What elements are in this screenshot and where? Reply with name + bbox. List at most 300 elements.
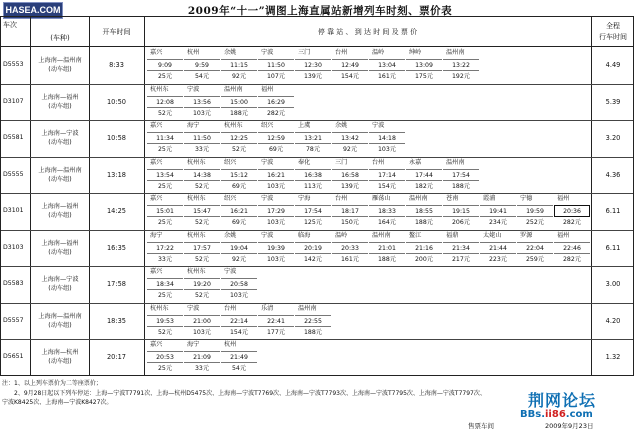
logo-text: 荆网论坛: [528, 391, 597, 410]
stop-station: 宁海: [298, 195, 311, 202]
stop-cell: [147, 339, 183, 375]
route: [31, 166, 89, 184]
stop-price: 113元: [304, 182, 322, 190]
stop-cell: [332, 120, 368, 156]
stop-time: 20:36: [554, 205, 590, 217]
stop-price: 33元: [194, 365, 210, 372]
stop-cell: [221, 157, 257, 193]
stop-time: 17:54: [295, 205, 331, 217]
stop-station: 温州南: [372, 231, 391, 239]
stop-price: 54元: [194, 73, 210, 80]
stop-price: 103元: [267, 255, 285, 263]
header-departure: 开车时间: [102, 28, 131, 36]
note-line: 注：1、以上列车票价为二等座票价；: [2, 380, 102, 387]
table-row: [1, 193, 633, 231]
footer-date: 2009年9月23日: [545, 422, 594, 430]
stop-station: 临海: [298, 231, 311, 239]
stop-price: 103元: [378, 146, 396, 153]
route-line: (动车组): [48, 358, 72, 366]
stop-cell: [295, 303, 331, 339]
stop-station: 杭州东: [187, 195, 206, 202]
stop-station: 福鼎: [446, 231, 459, 239]
stop-price: 282元: [563, 255, 581, 263]
stop-station: 嘉兴: [150, 122, 163, 129]
stop-cell: [406, 193, 442, 229]
stop-time: 16:38: [295, 169, 331, 181]
stop-station: 宁波: [261, 195, 274, 202]
route-line: 上海南—宁波: [41, 276, 79, 284]
stop-time: 15:12: [221, 169, 257, 181]
table-row: [1, 303, 633, 341]
route-line: 上海南—福州: [41, 239, 79, 247]
stop-station: 余姚: [224, 49, 237, 56]
train-number: D3101: [3, 207, 24, 215]
stop-cell: [332, 157, 368, 193]
stop-time: 20:58: [221, 278, 257, 290]
stop-price: 150元: [341, 219, 359, 226]
stop-price: 161元: [341, 255, 359, 263]
route-line: (动车组): [48, 321, 72, 329]
stop-price: 282元: [563, 219, 581, 226]
train-number: D5651: [3, 353, 24, 361]
stop-cell: [295, 157, 331, 193]
route-line: (动车组): [48, 102, 72, 110]
stop-time: 13:22: [443, 59, 479, 71]
stop-price: 92元: [231, 255, 247, 263]
stop-station: 杭州: [224, 341, 237, 348]
stop-time: 21:09: [184, 351, 220, 363]
stop-time: 11:50: [184, 132, 220, 144]
stop-price: 103元: [193, 109, 211, 117]
stop-station: 绍兴: [261, 122, 274, 129]
stop-station: 霞浦: [483, 195, 496, 202]
stop-price: 25元: [157, 292, 173, 299]
stop-price: 223元: [489, 255, 507, 263]
stop-time: 17:57: [184, 242, 220, 254]
stop-station: 宁波: [224, 268, 237, 275]
route: [31, 348, 89, 366]
stop-cell: [184, 303, 220, 339]
stop-time: 21:49: [221, 351, 257, 363]
stop-station: 台州: [224, 304, 237, 312]
stop-price: 192元: [452, 73, 470, 80]
stop-time: 22:14: [221, 315, 257, 327]
stop-station: 太姥山: [483, 231, 502, 239]
stop-time: 17:29: [258, 205, 294, 217]
stop-cell: [295, 47, 331, 83]
stop-time: 17:44: [406, 169, 442, 181]
stop-cell: [221, 266, 257, 302]
stop-price: 125元: [304, 219, 322, 226]
table-row: [1, 157, 633, 195]
stop-price: 188元: [304, 328, 322, 336]
stop-station: 余姚: [335, 122, 348, 129]
route-line: (动车组): [48, 66, 72, 74]
stop-price: 154元: [230, 328, 248, 336]
stop-time: 22:04: [517, 242, 553, 254]
train-number: D5553: [3, 61, 24, 69]
stop-station: 杭州东: [150, 85, 169, 93]
stop-time: 22:55: [295, 315, 331, 327]
stop-station: 杭州东: [187, 268, 206, 275]
stop-station: 永嘉: [409, 158, 422, 166]
stop-time: 12:30: [295, 59, 331, 71]
train-number: D5581: [3, 134, 24, 142]
stop-station: 温州南: [224, 85, 243, 93]
stop-price: 103元: [193, 328, 211, 336]
total-duration: 1.32: [605, 353, 621, 362]
stop-price: 103元: [267, 182, 285, 190]
stop-price: 154元: [378, 182, 396, 190]
stop-station: 温州南: [446, 158, 465, 166]
stop-cell: [147, 230, 183, 266]
stop-price: 33元: [194, 146, 210, 153]
stop-time: 17:22: [147, 242, 183, 254]
table-row: [1, 120, 633, 158]
stop-station: 温州南: [409, 195, 428, 202]
route-line: (动车组): [48, 285, 72, 293]
stop-time: 18:34: [147, 278, 183, 290]
stop-cell: [258, 120, 294, 156]
stop-station: 台州: [335, 49, 348, 56]
stop-price: 154元: [341, 73, 359, 80]
stop-cell: [184, 193, 220, 229]
route-line: 上海南—福州: [41, 203, 79, 211]
stop-cell: [480, 193, 516, 229]
stop-cell: [258, 84, 294, 120]
stop-price: 25元: [157, 182, 173, 190]
route: [31, 129, 89, 147]
stop-station: 杭州东: [187, 231, 206, 239]
header-duration: 行车时间: [599, 33, 627, 41]
route-line: 上海南—温州南: [38, 312, 82, 320]
stop-price: 282元: [267, 109, 285, 117]
stop-price: 103元: [267, 219, 285, 226]
stop-price: 69元: [231, 219, 247, 226]
stop-time: 19:41: [480, 205, 516, 217]
stop-time: 13:42: [332, 132, 368, 144]
watermark-logo: HASEA.COM: [3, 2, 63, 19]
stop-time: 16:21: [258, 169, 294, 181]
stop-price: 103元: [230, 292, 248, 299]
stop-time: 13:54: [147, 169, 183, 181]
table-row: [1, 47, 633, 85]
stop-cell: [147, 303, 183, 339]
departure-time: 17:58: [106, 280, 126, 289]
stop-time: 16:58: [332, 169, 368, 181]
stop-station: 绍兴: [224, 158, 237, 166]
stop-time: 21:44: [480, 242, 516, 254]
stop-cell: [184, 230, 220, 266]
stop-station: 嘉兴: [150, 341, 163, 348]
stop-price: 175元: [415, 73, 433, 80]
stop-time: 15:00: [221, 96, 257, 108]
stop-cell: [184, 157, 220, 193]
document-title: 2009年“十一”调图上海直属站新增列车时刻、票价表: [187, 5, 453, 17]
stop-time: 13:09: [406, 59, 442, 71]
stop-cell: [332, 230, 368, 266]
stop-price: 92元: [231, 73, 247, 80]
total-duration: 4.20: [605, 316, 621, 325]
stop-station: 三门: [335, 158, 348, 166]
note-line: 宁波K8425次、上海南—宁波K8427次。: [2, 399, 113, 406]
stop-time: 19:59: [517, 205, 553, 217]
stop-station: 鳌江: [409, 231, 422, 239]
departure-time: 10:58: [106, 134, 126, 143]
stop-price: 139元: [341, 182, 359, 190]
stop-time: 18:17: [332, 205, 368, 217]
header-distance: 全程: [606, 22, 620, 30]
stop-cell: [369, 47, 405, 83]
train-number: D5583: [3, 280, 24, 288]
stop-station: 三门: [298, 49, 311, 56]
total-duration: 5.39: [605, 97, 621, 106]
stop-cell: [295, 230, 331, 266]
stop-price: 142元: [304, 255, 322, 263]
stop-price: 182元: [415, 182, 433, 190]
stop-station: 上虞: [298, 122, 311, 129]
stop-cell: [295, 120, 331, 156]
stop-cell: [258, 303, 294, 339]
stop-cell: [184, 47, 220, 83]
total-duration: 3.20: [605, 134, 621, 143]
route-line: (动车组): [48, 139, 72, 147]
stop-cell: [554, 230, 590, 266]
stop-time: 12:59: [258, 132, 294, 144]
route-line: 上海南—宁波: [41, 130, 79, 138]
stop-cell: [221, 84, 257, 120]
stop-cell: [332, 47, 368, 83]
stop-station: 宁波: [261, 49, 274, 56]
stop-time: 15:01: [147, 205, 183, 217]
table-row: [1, 266, 633, 304]
stop-station: 杭州东: [224, 122, 243, 129]
stop-cell: [258, 157, 294, 193]
stop-time: 14:18: [369, 132, 405, 144]
route-line: 上海南—温州南: [38, 166, 82, 174]
stop-time: 20:33: [332, 242, 368, 254]
stop-station: 余姚: [224, 231, 237, 239]
stop-cell: [184, 84, 220, 120]
stop-price: 92元: [342, 146, 358, 153]
train-number: D5557: [3, 316, 24, 324]
stop-station: 温岭: [335, 231, 348, 239]
stop-time: 13:21: [295, 132, 331, 144]
stop-cell: [517, 193, 553, 229]
total-duration: 4.36: [605, 170, 621, 179]
stop-time: 13:56: [184, 96, 220, 108]
stop-time: 13:04: [369, 59, 405, 71]
departure-time: 10:50: [106, 97, 126, 106]
stop-time: 9:59: [184, 59, 220, 71]
stop-price: 234元: [489, 219, 507, 226]
stop-station: 宁波: [261, 158, 274, 166]
stop-price: 52元: [194, 292, 210, 299]
stop-time: 22:41: [258, 315, 294, 327]
total-duration: 3.00: [605, 280, 621, 289]
stop-time: 11:50: [258, 59, 294, 71]
stop-cell: [369, 193, 405, 229]
stop-station: 奉化: [298, 158, 311, 166]
stop-station: 海宁: [187, 122, 200, 129]
stop-station: 福州: [557, 195, 570, 202]
stop-time: 16:21: [221, 205, 257, 217]
stop-price: 78元: [305, 146, 321, 153]
stop-station: 宁德: [520, 195, 533, 202]
stop-price: 188元: [452, 182, 470, 190]
stop-cell: [221, 47, 257, 83]
stop-price: 252元: [526, 219, 544, 226]
route: [31, 93, 89, 111]
stop-station: 宁波: [187, 85, 200, 93]
stop-time: 12:49: [332, 59, 368, 71]
stop-time: 21:16: [406, 242, 442, 254]
stop-price: 188元: [415, 219, 433, 226]
stop-station: 嘉兴: [150, 158, 163, 166]
stop-cell: [443, 47, 479, 83]
stop-station: 福州: [261, 85, 274, 93]
stop-cell: [332, 193, 368, 229]
stop-time: 20:19: [295, 242, 331, 254]
stop-cell: [184, 339, 220, 375]
stop-station: 福州: [557, 231, 570, 239]
train-number: D3107: [3, 97, 24, 105]
departure-time: 13:18: [106, 170, 126, 179]
stop-cell: [406, 47, 442, 83]
stop-cell: [443, 157, 479, 193]
route-line: 上海南—福州: [41, 93, 79, 101]
stop-price: 161元: [378, 73, 396, 80]
stop-price: 259元: [526, 255, 544, 263]
stop-price: 107元: [267, 73, 285, 80]
table-row: [1, 230, 633, 268]
departure-time: 18:35: [106, 316, 126, 325]
stop-cell: [258, 193, 294, 229]
site-logo: [510, 388, 634, 424]
stop-cell: [369, 120, 405, 156]
stop-price: 52元: [231, 146, 247, 153]
stop-station: 温岭: [372, 49, 385, 56]
stop-time: 19:15: [443, 205, 479, 217]
stop-price: 25元: [157, 365, 173, 372]
stop-station: 宁波: [261, 231, 274, 239]
stop-cell: [406, 230, 442, 266]
timetable: [0, 16, 634, 376]
departure-time: 14:25: [106, 207, 126, 216]
stop-time: 19:20: [184, 278, 220, 290]
stop-cell: [221, 230, 257, 266]
stop-station: 乐清: [261, 304, 274, 312]
route: [31, 239, 89, 257]
stop-price: 25元: [157, 73, 173, 80]
route: [31, 202, 89, 220]
stop-cell: [184, 120, 220, 156]
stop-price: 52元: [157, 328, 173, 336]
stop-cell: [147, 84, 183, 120]
stop-cell: [406, 157, 442, 193]
route-line: (动车组): [48, 212, 72, 220]
stop-time: 17:54: [443, 169, 479, 181]
stop-station: 苍南: [446, 195, 459, 202]
stop-cell: [369, 157, 405, 193]
stop-price: 217元: [452, 255, 470, 263]
stop-station: 杭州东: [187, 158, 206, 166]
stop-price: 69元: [231, 182, 247, 190]
stop-station: 海宁: [150, 231, 163, 239]
stop-cell: [443, 193, 479, 229]
stop-price: 139元: [304, 73, 322, 80]
stop-station: 雁荡山: [372, 195, 391, 202]
total-duration: 6.11: [605, 207, 621, 216]
stop-cell: [147, 120, 183, 156]
stop-price: 188元: [230, 109, 248, 117]
stop-station: 台州: [335, 195, 348, 202]
stop-station: 绅岭: [409, 49, 422, 56]
stop-price: 206元: [452, 219, 470, 226]
stop-price: 52元: [194, 219, 210, 226]
stop-price: 164元: [378, 219, 396, 226]
route-line: 上海南—杭州: [41, 349, 79, 357]
departure-time: 8:33: [109, 61, 124, 70]
stop-time: 17:14: [369, 169, 405, 181]
stop-price: 54元: [231, 365, 247, 372]
stop-price: 25元: [157, 146, 173, 153]
stop-cell: [147, 47, 183, 83]
route: [31, 56, 89, 74]
stop-cell: [517, 230, 553, 266]
stop-price: 52元: [194, 182, 210, 190]
stop-time: 21:34: [443, 242, 479, 254]
header-train-no: 车次: [3, 21, 17, 29]
header-stops: 停 靠 站 、 到 达 时 间 及 票 价: [317, 28, 418, 36]
stop-cell: [221, 339, 257, 375]
stop-station: 杭州: [187, 49, 200, 56]
stop-time: 12:08: [147, 96, 183, 108]
total-duration: 6.11: [605, 243, 621, 252]
stop-time: 19:53: [147, 315, 183, 327]
stop-time: 21:00: [184, 315, 220, 327]
stop-cell: [480, 230, 516, 266]
stop-price: 177元: [267, 328, 285, 336]
route-line: (动车组): [48, 175, 72, 183]
stop-price: 69元: [268, 146, 284, 153]
departure-time: 20:17: [106, 353, 126, 362]
stop-time: 18:33: [369, 205, 405, 217]
stop-price: 33元: [157, 255, 173, 263]
route-line: 上海南—温州南: [38, 57, 82, 65]
stop-time: 11:15: [221, 59, 257, 71]
stop-time: 12:25: [221, 132, 257, 144]
stop-cell: [258, 47, 294, 83]
stop-cell: [221, 120, 257, 156]
route: [31, 312, 89, 330]
stop-station: 杭州东: [150, 304, 169, 312]
stop-station: 绍兴: [224, 195, 237, 202]
stop-cell: [147, 266, 183, 302]
stop-station: 嘉兴: [150, 195, 163, 202]
stop-cell: [147, 193, 183, 229]
note-line: 2、9月28日起以下列车停运：上海—宁波T7791次、上海—杭州D5475次、上海南—宁波T7769次、上海南—宁波T7793次、上海南—宁波T7795次、上海南—宁波T7797次、: [14, 389, 486, 397]
stop-price: 52元: [157, 109, 173, 117]
route: [31, 275, 89, 293]
stop-cell: [221, 303, 257, 339]
stop-cell: [443, 230, 479, 266]
stop-cell: [295, 193, 331, 229]
stop-station: 罗源: [520, 231, 533, 239]
total-duration: 4.49: [605, 61, 621, 70]
stop-time: 9:09: [147, 59, 183, 71]
stop-time: 19:04: [221, 242, 257, 254]
